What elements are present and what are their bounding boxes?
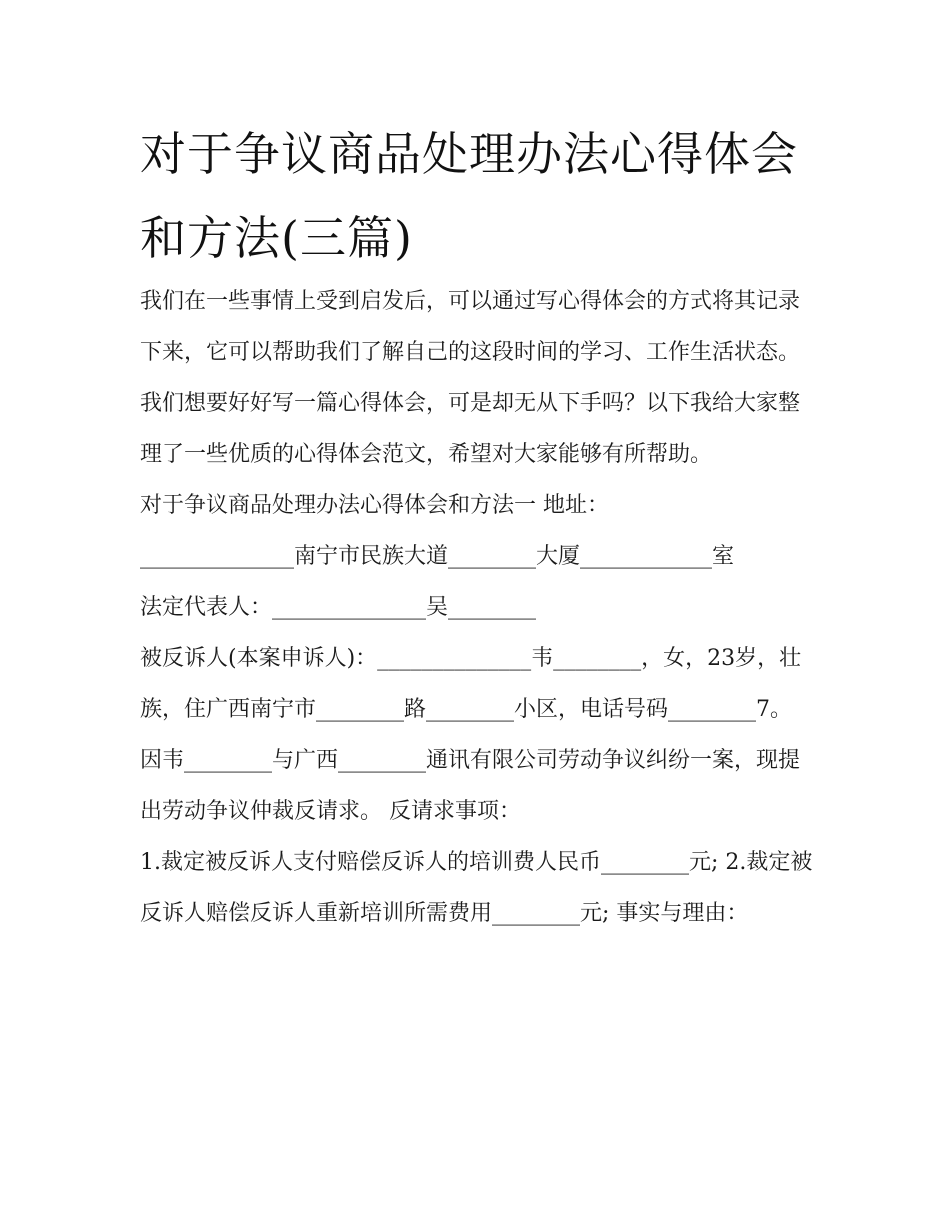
legal-representative-line: 法定代表人：______________吴________	[140, 595, 537, 620]
document-title: 对于争议商品处理办法心得体会和方法(三篇)	[140, 127, 798, 265]
dispute-paragraph: 因韦________与广西________通讯有限公司劳动争议纠纷一案，现提出劳动争议仲裁反请求。 反请求事项：	[140, 748, 801, 824]
address-line: ______________南宁市民族大道________大厦____________室	[140, 544, 735, 569]
section-heading: 对于争议商品处理办法心得体会和方法一 地址：	[140, 493, 609, 518]
claims-paragraph: 1.裁定被反诉人支付赔偿反诉人的培训费人民币________元; 2.裁定被反诉人赔偿反诉人重新培训所需费用________元; 事实与理由：	[140, 850, 813, 926]
respondent-paragraph: 被反诉人(本案申诉人)：______________韦________，女，23岁，壮族，住广西南宁市________路________小区，电话号码________7。	[140, 646, 802, 722]
intro-paragraph: 我们在一些事情上受到启发后，可以通过写心得体会的方式将其记录下来，它可以帮助我们了解自己的这段时间的学习、工作生活状态。我们想要好好写一篇心得体会，可是却无从下手吗？以下我给大家整理了一些优质的心得体会范文，希望对大家能够有所帮助。	[140, 289, 801, 467]
document-body	[140, 276, 820, 939]
